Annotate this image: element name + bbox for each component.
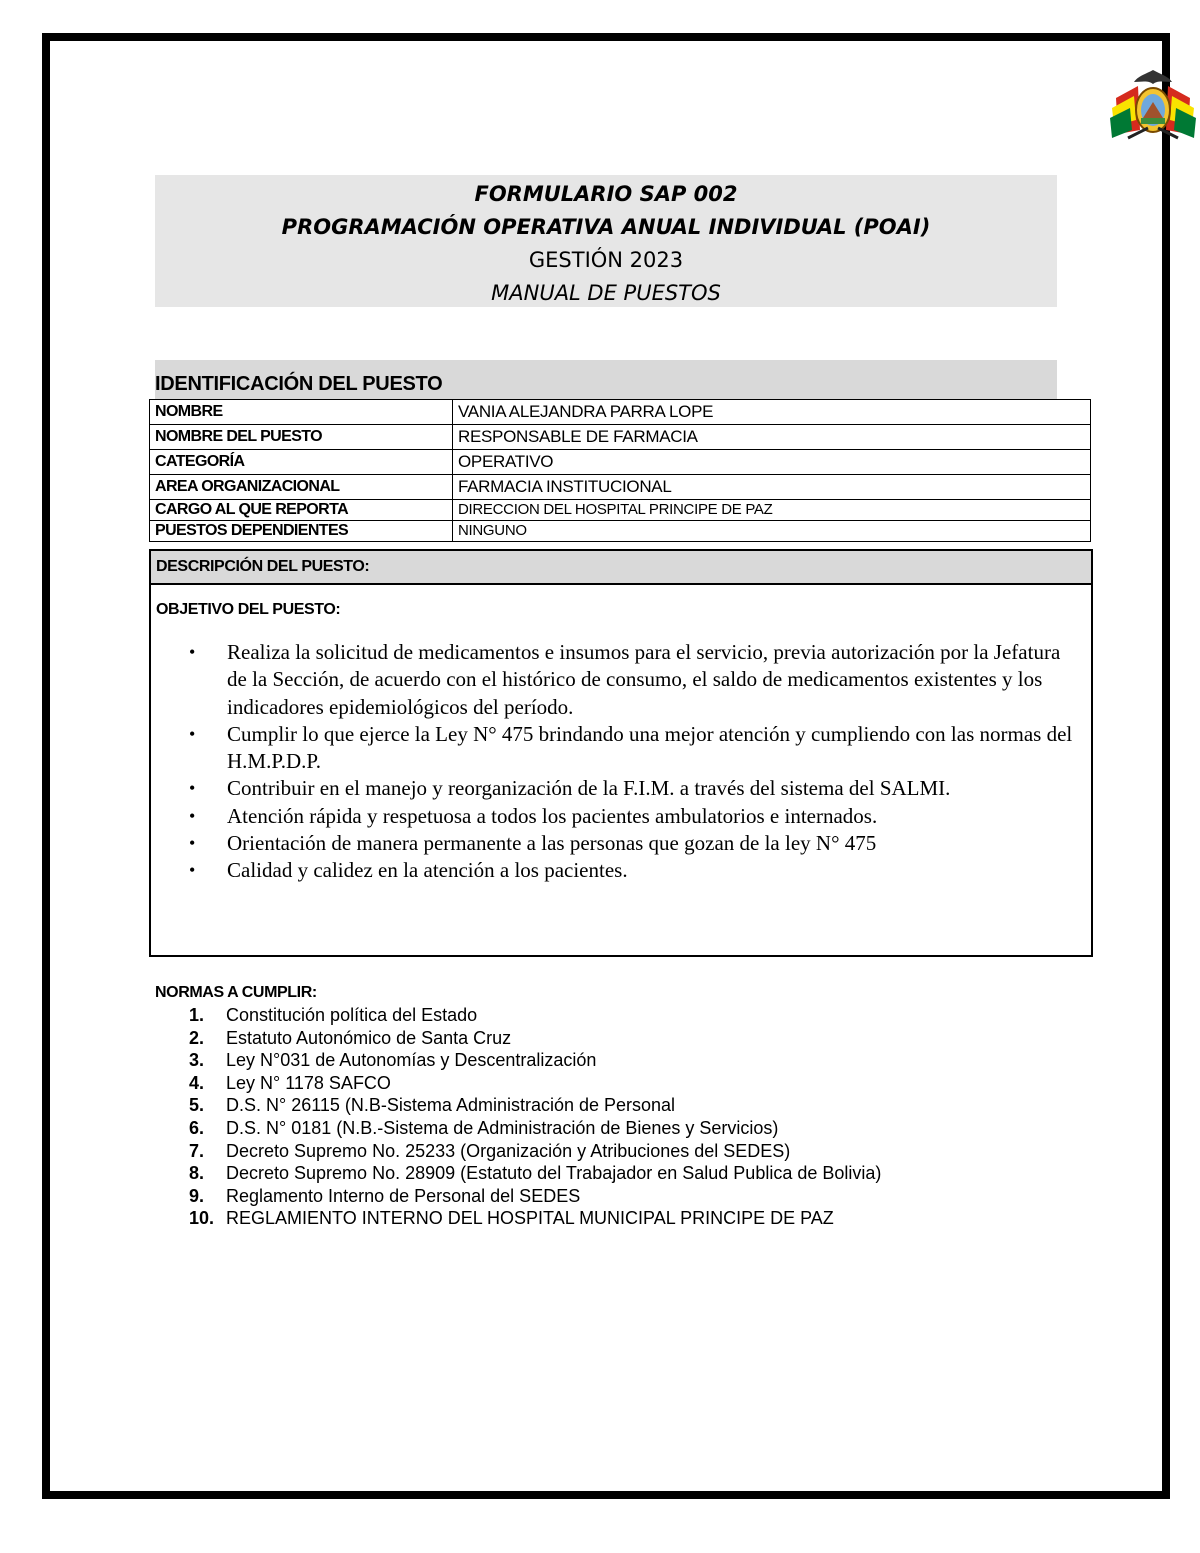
list-item bbox=[189, 830, 1081, 857]
item-text: Estatuto Autonómico de Santa Cruz bbox=[226, 1027, 512, 1048]
row-label: PUESTOS DEPENDIENTES bbox=[150, 521, 453, 542]
bolivia-coat-of-arms-icon bbox=[1108, 68, 1198, 148]
objective-title: OBJETIVO DEL PUESTO: bbox=[156, 601, 341, 618]
list-item bbox=[189, 1207, 881, 1230]
list-item bbox=[189, 1162, 881, 1185]
form-header bbox=[155, 175, 1057, 307]
list-item bbox=[189, 1140, 881, 1163]
item-text: Ley N° 1178 SAFCO bbox=[226, 1072, 391, 1093]
item-number: 2. bbox=[189, 1027, 205, 1048]
list-item bbox=[189, 639, 1081, 721]
form-year: GESTIÓN 2023 bbox=[528, 248, 684, 272]
item-number: 10. bbox=[189, 1208, 215, 1229]
row-label: CARGO AL QUE REPORTA bbox=[150, 500, 453, 521]
list-item bbox=[189, 1027, 881, 1050]
bullet-icon: • bbox=[189, 778, 196, 799]
form-subtitle: MANUAL DE PUESTOS bbox=[491, 281, 721, 305]
table-row bbox=[150, 425, 1091, 450]
item-text: D.S. N° 26115 (N.B-Sistema Administración de Personal bbox=[226, 1095, 676, 1116]
item-number: 6. bbox=[189, 1117, 205, 1138]
table-row bbox=[150, 450, 1091, 475]
objective-text: Cumplir lo que ejerce la Ley N° 475 brindando una mejor atención y cumpliendo con las normas del H.M.P.D.P. bbox=[227, 721, 1073, 774]
description-header: DESCRIPCIÓN DEL PUESTO: bbox=[151, 551, 1091, 585]
item-number: 7. bbox=[189, 1140, 205, 1161]
bullet-icon: • bbox=[189, 642, 196, 662]
bullet-icon: • bbox=[189, 723, 196, 744]
objective-text: Atención rápida y respetuosa a todos los pacientes ambulatorios e internados. bbox=[227, 803, 878, 828]
identification-table bbox=[149, 399, 1091, 542]
bullet-icon: • bbox=[189, 805, 196, 826]
item-number: 5. bbox=[189, 1095, 205, 1116]
list-item bbox=[189, 775, 1081, 802]
list-item bbox=[189, 1117, 881, 1140]
row-value: FARMACIA INSTITUCIONAL bbox=[453, 475, 1091, 500]
objective-text: Realiza la solicitud de medicamentos e insumos para el servicio, previa autorización por la Jefatura de la Sección, de acuerdo con el histórico de consumo, el saldo de medicamentos existentes y los indicadores epidemiológicos del período. bbox=[227, 640, 1061, 719]
objective-text: Contribuir en el manejo y reorganización de la F.I.M. a través del sistema del SALMI. bbox=[227, 776, 951, 801]
bullet-icon: • bbox=[189, 860, 196, 881]
item-number: 8. bbox=[189, 1163, 205, 1184]
list-item bbox=[189, 1072, 881, 1095]
normas-list bbox=[189, 1004, 881, 1230]
list-item bbox=[189, 1049, 881, 1072]
row-value: OPERATIVO bbox=[453, 450, 1091, 475]
list-item bbox=[189, 721, 1081, 776]
row-label: AREA ORGANIZACIONAL bbox=[150, 475, 453, 500]
item-number: 9. bbox=[189, 1185, 205, 1206]
objective-text: Orientación de manera permanente a las personas que gozan de la ley N° 475 bbox=[227, 831, 877, 856]
table-row bbox=[150, 475, 1091, 500]
objective-list bbox=[151, 639, 1091, 885]
identification-title: IDENTIFICACIÓN DEL PUESTO bbox=[155, 373, 443, 395]
item-number: 1. bbox=[189, 1005, 205, 1025]
item-text: Ley N°031 de Autonomías y Descentralización bbox=[226, 1050, 597, 1071]
item-text: D.S. N° 0181 (N.B.-Sistema de Administración de Bienes y Servicios) bbox=[226, 1117, 779, 1138]
item-text: Reglamento Interno de Personal del SEDES bbox=[226, 1185, 581, 1206]
item-text: Constitución política del Estado bbox=[226, 1005, 478, 1025]
row-label: NOMBRE DEL PUESTO bbox=[150, 425, 453, 450]
table-row bbox=[150, 521, 1091, 542]
row-value: DIRECCION DEL HOSPITAL PRINCIPE DE PAZ bbox=[453, 500, 1091, 521]
item-text: REGLAMIENTO INTERNO DEL HOSPITAL MUNICIPAL PRINCIPE DE PAZ bbox=[226, 1208, 834, 1229]
list-item bbox=[189, 1094, 881, 1117]
item-text: Decreto Supremo No. 28909 (Estatuto del Trabajador en Salud Publica de Bolivia) bbox=[226, 1163, 882, 1184]
table-row bbox=[150, 400, 1091, 425]
list-item bbox=[189, 803, 1081, 830]
list-item bbox=[189, 857, 1081, 884]
row-label: CATEGORÍA bbox=[150, 450, 453, 475]
list-item bbox=[189, 1185, 881, 1208]
item-number: 3. bbox=[189, 1050, 205, 1071]
form-title: PROGRAMACIÓN OPERATIVA ANUAL INDIVIDUAL (POAI) bbox=[281, 215, 931, 239]
item-text: Decreto Supremo No. 25233 (Organización y Atribuciones del SEDES) bbox=[226, 1140, 791, 1161]
list-item bbox=[189, 1004, 881, 1027]
row-value: VANIA ALEJANDRA PARRA LOPE bbox=[453, 400, 1091, 425]
normas-title: NORMAS A CUMPLIR: bbox=[155, 984, 317, 1001]
form-code: FORMULARIO SAP 002 bbox=[474, 182, 738, 206]
row-label: NOMBRE bbox=[150, 400, 453, 425]
row-value: RESPONSABLE DE FARMACIA bbox=[453, 425, 1091, 450]
table-row bbox=[150, 500, 1091, 521]
item-number: 4. bbox=[189, 1072, 205, 1093]
description-box bbox=[149, 549, 1093, 957]
row-value: NINGUNO bbox=[453, 521, 1091, 542]
objective-text: Calidad y calidez en la atención a los pacientes. bbox=[227, 858, 628, 883]
bullet-icon: • bbox=[189, 833, 196, 854]
